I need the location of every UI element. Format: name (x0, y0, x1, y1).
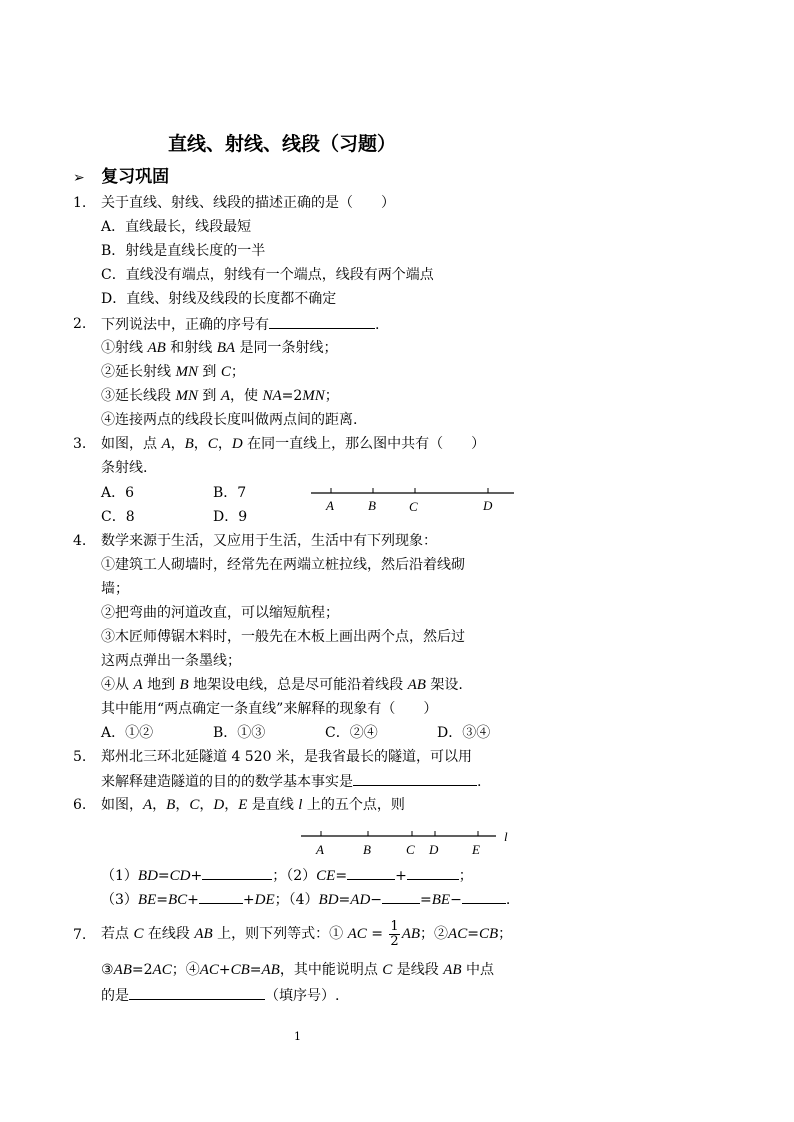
section-heading (73, 166, 169, 189)
answer-blank[interactable] (382, 888, 420, 904)
question-4-statement-1: ①建筑工人砌墙时，经常先在两端立桩拉线，然后沿着线砌 (101, 557, 465, 573)
page-title: 直线、射线、线段（习题） (168, 133, 397, 155)
fraction-one-half: $\frac{1}{2}$ (390, 918, 399, 949)
question-5-line1: 郑州北三环北延隧道 4 520 米，是我省最长的隧道，可以用 (101, 749, 472, 765)
question-4-statement-4: ④从 A 地到 B 地架设电线，总是尽可能沿着线段 AB 架设. (101, 677, 463, 693)
question-3-number: 3. (73, 436, 87, 452)
question-4-statement-1-cont: 墙； (101, 581, 129, 597)
answer-blank[interactable] (129, 984, 265, 1000)
question-4-statement-3-cont: 这两点弹出一条墨线； (101, 653, 241, 669)
line-label-l: l (504, 829, 508, 844)
point-label-b: B (363, 842, 371, 857)
question-4-option-b: B．①③ (213, 725, 266, 741)
question-4-stem: 数学来源于生活，又应用于生活，生活中有下列现象： (101, 533, 437, 549)
question-2-statement-1: ①射线 AB 和射线 BA 是同一条射线； (101, 340, 338, 356)
question-7-line3: 的是 （填序号）. (101, 984, 339, 1007)
question-1-option-b: B．射线是直线长度的一半 (101, 243, 266, 259)
question-3-option-a: A．6 (101, 485, 135, 501)
section-title: 复习巩固 (101, 167, 170, 187)
question-5-line2: 来解释建造隧道的目的的数学基本事实是 . (101, 770, 481, 793)
question-5-number: 5. (73, 749, 87, 765)
answer-blank[interactable] (347, 864, 395, 880)
answer-blank[interactable] (199, 888, 243, 904)
answer-blank[interactable] (353, 770, 477, 786)
question-4-option-c: C．②④ (325, 725, 378, 741)
point-label-d: D (483, 498, 493, 513)
question-7-line2: ③AB=2AC；④AC+CB=AB，其中能说明点 C 是线段 AB 中点 (101, 962, 494, 978)
question-6-stem: 如图，A，B，C，D，E 是直线 l 上的五个点，则 (101, 797, 405, 813)
question-1-number: 1. (73, 195, 87, 211)
answer-blank[interactable] (269, 313, 375, 329)
question-4-number: 4. (73, 533, 87, 549)
question-2-statement-3: ③延长线段 MN 到 A，使 NA=2MN； (101, 388, 339, 404)
question-4-statement-2: ②把弯曲的河道改直，可以缩短航程； (101, 605, 339, 621)
question-3-option-d: D．9 (213, 509, 248, 525)
question-7-number: 7. (73, 927, 87, 943)
answer-blank[interactable] (202, 864, 272, 880)
question-1-option-a: A．直线最长，线段最短 (101, 219, 252, 235)
answer-blank[interactable] (407, 864, 459, 880)
question-2-stem: 下列说法中，正确的序号有 . (101, 313, 379, 336)
line-figure-q3 (305, 482, 520, 518)
point-label-d: D (429, 842, 439, 857)
question-1-stem: 关于直线、射线、线段的描述正确的是（ ） (101, 195, 395, 211)
question-1-option-c: C．直线没有端点，射线有一个端点，线段有两个端点 (101, 267, 434, 283)
question-3-stem: 如图，点 A，B，C，D 在同一直线上，那么图中共有（ ） (101, 436, 486, 452)
question-4-question: 其中能用“两点确定一条直线”来解释的现象有（ ） (101, 701, 438, 717)
point-label-e: E (472, 842, 480, 857)
question-3-stem-line2: 条射线. (101, 460, 148, 476)
question-7-line1: 若点 C 在线段 AB 上，则下列等式：① AC = $\frac{1}{2}$ AB；②AC=CB； (101, 918, 513, 949)
question-3-option-b: B．7 (213, 485, 247, 501)
point-label-b: B (368, 498, 376, 513)
question-3-option-c: C．8 (101, 509, 135, 525)
arrow-bullet-icon: ➢ (73, 170, 85, 186)
point-label-a: A (316, 842, 324, 857)
question-6-part-1-2: （1）BD=CD+ ；（2）CE= + ； (101, 864, 473, 887)
question-4-option-a: A．①② (101, 725, 154, 741)
question-2-statement-4: ④连接两点的线段长度叫做两点间的距离. (101, 412, 358, 428)
point-label-c: C (406, 842, 415, 857)
point-label-a: A (326, 498, 334, 513)
line-figure-q6 (295, 826, 520, 860)
point-label-c: C (409, 499, 418, 514)
question-1-option-d: D．直线、射线及线段的长度都不确定 (101, 291, 337, 307)
question-2-number: 2. (73, 316, 87, 332)
question-6-part-3-4: （3）BE=BC+ +DE；（4）BD=AD− =BE− . (101, 888, 510, 911)
question-2-statement-2: ②延长射线 MN 到 C； (101, 364, 245, 380)
question-4-statement-3: ③木匠师傅锯木料时，一般先在木板上画出两个点，然后过 (101, 629, 465, 645)
answer-blank[interactable] (462, 888, 506, 904)
page-number: 1 (294, 1030, 301, 1043)
question-4-option-d: D．③④ (437, 725, 491, 741)
question-6-number: 6. (73, 797, 87, 813)
